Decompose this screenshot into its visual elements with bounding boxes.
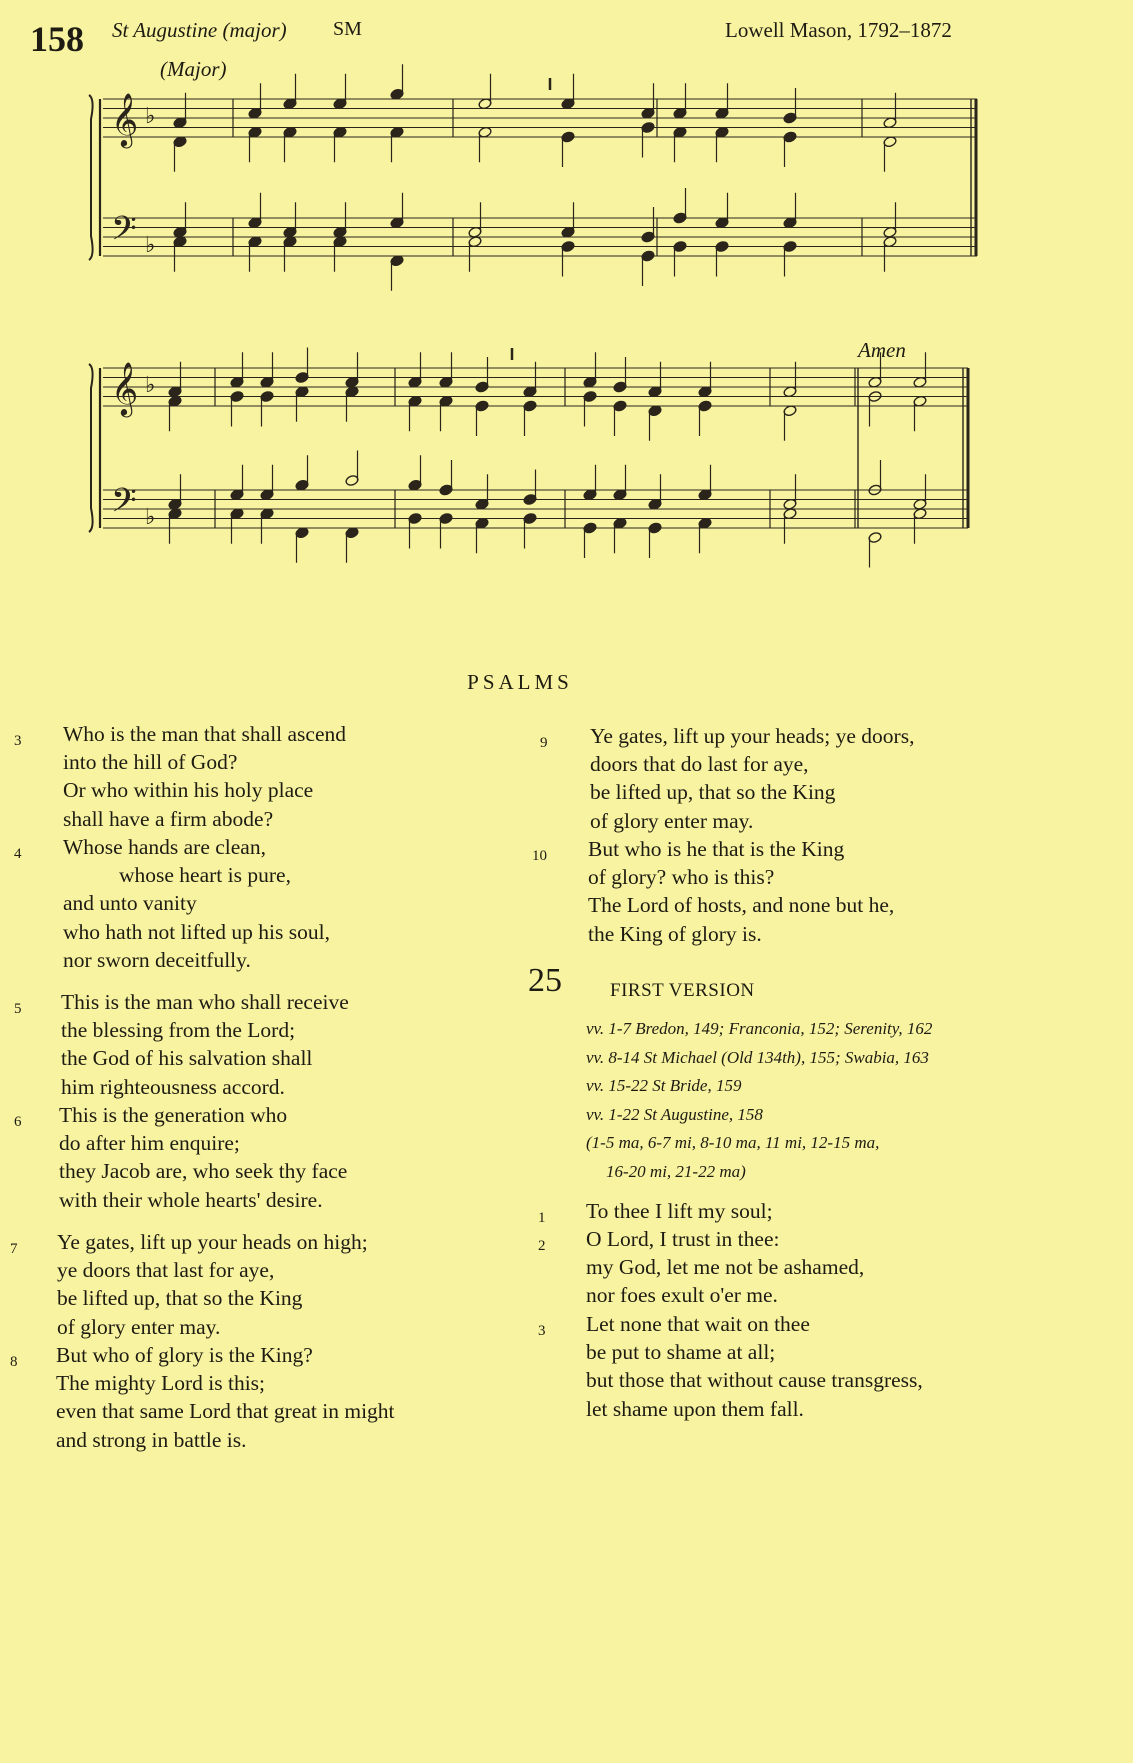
system-bracket (89, 364, 93, 532)
verse-number: 7 (10, 1241, 18, 1257)
verse-line: be lifted up, that so the King (57, 1286, 303, 1311)
verse-line: doors that do last for aye, (590, 752, 809, 777)
verse-line: of glory enter may. (590, 808, 754, 833)
verse-number: 10 (532, 848, 547, 864)
tune-suggestion-line: vv. 1-7 Bredon, 149; Franconia, 152; Serenity, 162 (586, 1019, 933, 1038)
verse-line: but those that without cause transgress, (586, 1368, 923, 1393)
tune-name: St Augustine (major) (112, 18, 287, 42)
verse-line: who hath not lifted up his soul, (63, 919, 330, 944)
verse-line: do after him enquire; (59, 1131, 240, 1156)
verse-line: Ye gates, lift up your heads; ye doors, (590, 724, 915, 748)
verse-number: 6 (14, 1114, 22, 1130)
psalm-version: FIRST VERSION (610, 980, 755, 1001)
composer-credit: Lowell Mason, 1792–1872 (725, 18, 952, 42)
verse-line: But who of glory is the King? (56, 1343, 313, 1367)
verse-line: But who is he that is the King (588, 837, 845, 861)
verse-number: 3 (14, 733, 22, 749)
verse-line: of glory? who is this? (588, 865, 775, 890)
verse-line: the King of glory is. (588, 921, 762, 946)
verse-number: 5 (14, 1001, 22, 1017)
flat-key-signature-icon: ♭ (145, 505, 156, 530)
verse-line: Ye gates, lift up your heads on high; (57, 1230, 368, 1254)
bass-clef-icon: 𝄢 (111, 482, 137, 528)
verse-line: and unto vanity (63, 891, 197, 916)
verse-number: 8 (10, 1354, 18, 1370)
verse-line: be put to shame at all; (586, 1340, 776, 1365)
verse-line: shall have a firm abode? (63, 806, 274, 831)
verse-line: my God, let me not be ashamed, (586, 1255, 865, 1280)
verse-number: 2 (538, 1238, 546, 1254)
verse-line: O Lord, I trust in thee: (586, 1227, 780, 1251)
verse-line: Who is the man that shall ascend (63, 722, 347, 746)
flat-key-signature-icon: ♭ (145, 373, 156, 398)
psalm-number: 25 (528, 962, 562, 999)
verse-line: The mighty Lord is this; (56, 1371, 266, 1396)
tune-suggestions (586, 1015, 932, 1186)
tune-meter: SM (333, 18, 362, 40)
system-bracket (89, 95, 93, 260)
tune-suggestion-line: (1-5 ma, 6-7 mi, 8-10 ma, 11 mi, 12-15 ma, (586, 1133, 880, 1152)
verse-line: with their whole hearts' desire. (59, 1187, 323, 1212)
verse-line: Or who within his holy place (63, 778, 314, 803)
verse-line: into the hill of God? (63, 750, 238, 775)
verse-line: the God of his salvation shall (61, 1046, 313, 1071)
verse-line: To thee I lift my soul; (586, 1199, 773, 1223)
tune-suggestion-line: 16-20 mi, 21-22 ma) (606, 1161, 746, 1181)
verse-line: nor sworn deceitfully. (63, 947, 251, 972)
verse-line: they Jacob are, who seek thy face (59, 1159, 348, 1184)
amen-label: Amen (858, 338, 906, 362)
verse-line: let shame upon them fall. (586, 1396, 804, 1421)
verse-line: be lifted up, that so the King (590, 780, 836, 805)
verse-line: The Lord of hosts, and none but he, (588, 893, 895, 918)
treble-clef-icon: 𝄞 (111, 92, 139, 146)
verse-line: him righteousness accord. (61, 1074, 285, 1099)
bass-clef-icon: 𝄢 (111, 210, 137, 256)
flat-key-signature-icon: ♭ (145, 104, 156, 129)
verse-line: nor foes exult o'er me. (586, 1283, 778, 1308)
verse-number: 9 (540, 735, 548, 751)
verse-line: This is the man who shall receive (61, 990, 349, 1014)
verse-number: 1 (538, 1210, 546, 1226)
verse-line: the blessing from the Lord; (61, 1018, 296, 1043)
verse-line: and strong in battle is. (56, 1427, 247, 1452)
mode-label: (Major) (160, 57, 227, 81)
verse-line: whose heart is pure, (119, 863, 291, 888)
music-score (0, 0, 1133, 600)
verse-line: ye doors that last for aye, (57, 1258, 275, 1283)
verse-number: 4 (14, 846, 22, 862)
tune-suggestion-line: vv. 15-22 St Bride, 159 (586, 1076, 742, 1095)
verse-line: Let none that wait on thee (586, 1312, 810, 1336)
tune-suggestion-line: vv. 8-14 St Michael (Old 134th), 155; Swabia, 163 (586, 1047, 929, 1067)
verse-line: of glory enter may. (57, 1314, 221, 1339)
verse-line: Whose hands are clean, (63, 835, 266, 859)
section-heading: PSALMS (467, 670, 573, 694)
verse-line: This is the generation who (59, 1103, 288, 1127)
flat-key-signature-icon: ♭ (145, 233, 156, 258)
treble-clef-icon: 𝄞 (111, 361, 139, 415)
tune-suggestion-line: vv. 1-22 St Augustine, 158 (586, 1104, 763, 1124)
verse-line: even that same Lord that great in might (56, 1399, 395, 1424)
hymn-number: 158 (30, 19, 84, 59)
verse-number: 3 (538, 1323, 546, 1339)
